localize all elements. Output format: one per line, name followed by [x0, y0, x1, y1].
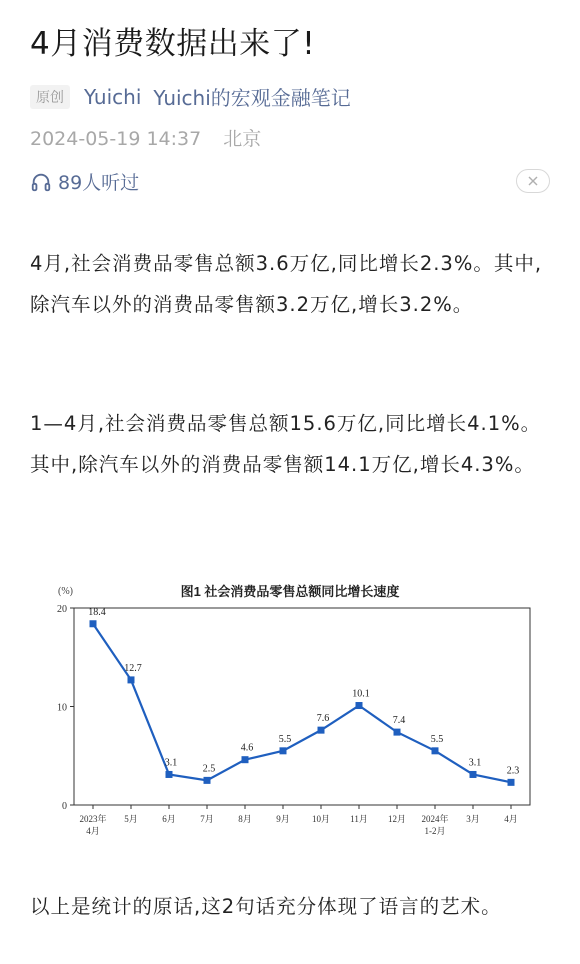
y-tick-label: 0: [62, 801, 67, 812]
publish-location: 北京: [223, 128, 262, 150]
chart-title: 图1 社会消费品零售总额同比增长速度: [180, 584, 400, 599]
data-point: [128, 676, 135, 683]
data-point: [432, 747, 439, 754]
data-label: 7.6: [316, 713, 330, 725]
data-label: 2.3: [506, 765, 520, 777]
x-tick-label: 4月: [86, 826, 100, 836]
y-tick-label: 10: [57, 702, 67, 714]
y-axis-unit: (%): [58, 586, 73, 597]
data-label: 4.6: [240, 742, 254, 754]
retail-sales-growth-chart: [40, 570, 540, 860]
data-point: [394, 729, 401, 736]
publish-date: 2024-05-19 14:37: [30, 128, 202, 150]
close-button[interactable]: [516, 169, 550, 193]
data-label: 5.5: [430, 733, 444, 745]
data-point: [356, 702, 363, 709]
account-link[interactable]: Yuichi的宏观金融笔记: [153, 86, 351, 110]
original-badge: 原创: [30, 85, 70, 109]
data-point: [508, 779, 515, 786]
x-tick-label: 7月: [200, 814, 214, 824]
data-label: 3.1: [468, 757, 482, 769]
headphones-icon: [30, 171, 52, 193]
x-tick-label: 2024年: [421, 814, 449, 824]
paragraph-1: 4月,社会消费品零售总额3.6万亿,同比增长2.3%。其中,除汽车以外的消费品零售额3.2万亿,增长3.2%。: [30, 252, 543, 316]
close-icon: [527, 175, 539, 187]
data-point: [90, 620, 97, 627]
data-label: 12.7: [124, 662, 142, 674]
data-point: [166, 771, 173, 778]
y-tick-label: 20: [57, 604, 67, 615]
data-label: 2.5: [202, 763, 216, 775]
data-label: 5.5: [278, 733, 292, 745]
x-tick-label: 11月: [350, 814, 368, 824]
author-row: [30, 82, 351, 111]
series-line: [93, 624, 511, 783]
author-link[interactable]: Yuichi: [84, 84, 142, 109]
x-tick-label: 9月: [276, 814, 290, 824]
x-tick-label: 2023年: [79, 814, 107, 824]
x-tick-label: 4月: [504, 814, 518, 824]
article-title: 4月消费数据出来了!: [30, 26, 316, 62]
listen-button[interactable]: [30, 168, 139, 195]
listen-count: 89人听过: [58, 172, 140, 194]
paragraph-2: 1—4月,社会消费品零售总额15.6万亿,同比增长4.1%。其中,除汽车以外的消费品零售额14.1万亿,增长4.3%。: [30, 412, 542, 476]
x-tick-label: 3月: [466, 814, 480, 824]
data-point: [242, 756, 249, 763]
publish-meta: [30, 124, 277, 151]
x-tick-label: 1-2月: [424, 826, 446, 836]
x-tick-label: 5月: [124, 814, 138, 824]
data-point: [204, 777, 211, 784]
data-point: [318, 727, 325, 734]
data-label: 10.1: [352, 688, 370, 700]
data-label: 18.4: [88, 606, 106, 618]
data-label: 3.1: [164, 757, 178, 769]
x-tick-label: 12月: [387, 814, 407, 824]
paragraph-3: 以上是统计的原话,这2句话充分体现了语言的艺术。: [30, 895, 502, 918]
x-tick-label: 6月: [162, 814, 176, 824]
x-tick-label: 8月: [238, 814, 252, 824]
data-label: 7.4: [392, 715, 406, 727]
x-tick-label: 10月: [311, 814, 331, 824]
data-point: [470, 771, 477, 778]
data-point: [280, 747, 287, 754]
